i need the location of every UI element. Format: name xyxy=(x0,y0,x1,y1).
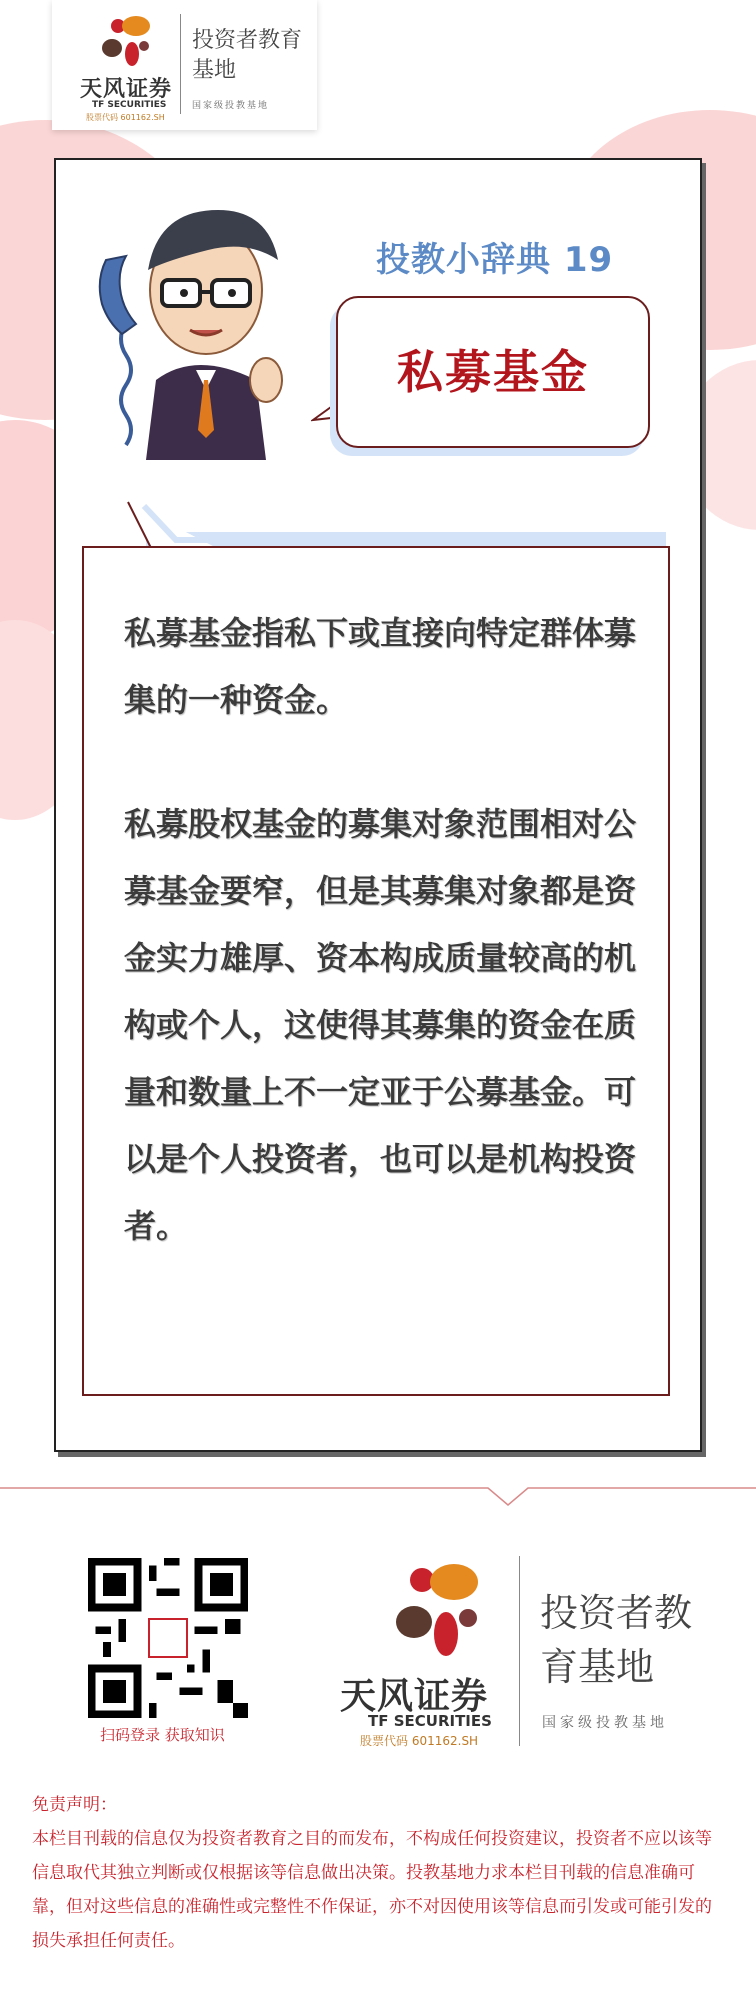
logo-subtitle: 国家级投教基地 xyxy=(192,101,270,111)
footer-brand-english: TF SECURITIES xyxy=(368,1712,492,1730)
definition-paragraph: 私募基金指私下或直接向特定群体募集的一种资金。 xyxy=(124,614,637,719)
stock-code: 股票代码 601162.SH xyxy=(86,113,165,122)
section-divider xyxy=(0,1487,756,1507)
qr-code-icon[interactable] xyxy=(88,1558,248,1718)
definition-bubble xyxy=(82,546,670,1396)
brand-name: 天风证券 xyxy=(80,77,173,102)
disclaimer-heading: 免责声明： xyxy=(32,1795,117,1815)
qr-caption: 扫码登录 获取知识 xyxy=(100,1726,225,1744)
footer-title: 投资者教育基地 xyxy=(540,1591,693,1689)
logo-divider xyxy=(180,14,181,114)
disclaimer-text: 本栏目刊载的信息仅为投资者教育之目的而发布，不构成任何投资建议，投资者不应以该等信息取代其独立判断或仅根据该等信息做出决策。投教基地力求本栏目刊载的信息准确可靠，但对这些信息的准确性或完整性不作保证，亦不对因使用该等信息而引发或可能引发的损失承担任何责任。 xyxy=(32,1829,712,1951)
brand-logo-icon xyxy=(372,1556,502,1676)
term-speech-bubble xyxy=(336,296,650,448)
main-card xyxy=(54,158,702,1452)
explanation-paragraph: 私募股权基金的募集对象范围相对公募基金要窄，但是其募集对象都是资金实力雄厚、资本构成质量较高的机构或个人，这使得其募集的资金在质量和数量上不一定亚于公募基金。可以是个人投资者，也可以是机构投资者。 xyxy=(124,805,637,1245)
footer-subtitle: 国家级投教基地 xyxy=(542,1715,668,1731)
brand-logo-icon xyxy=(72,12,192,72)
cartoon-man-on-phone-illustration xyxy=(66,180,316,460)
footer-logo-divider xyxy=(519,1556,520,1746)
footer-stock-code: 股票代码 601162.SH xyxy=(360,1734,479,1748)
term-title: 私募基金 xyxy=(397,345,589,399)
header-logo-card xyxy=(52,0,317,130)
brand-english: TF SECURITIES xyxy=(92,100,167,110)
footer-brand-name: 天风证券 xyxy=(340,1676,489,1717)
logo-title: 投资者教育基地 xyxy=(192,28,303,83)
glossary-label: 投教小辞典 19 xyxy=(376,240,614,280)
